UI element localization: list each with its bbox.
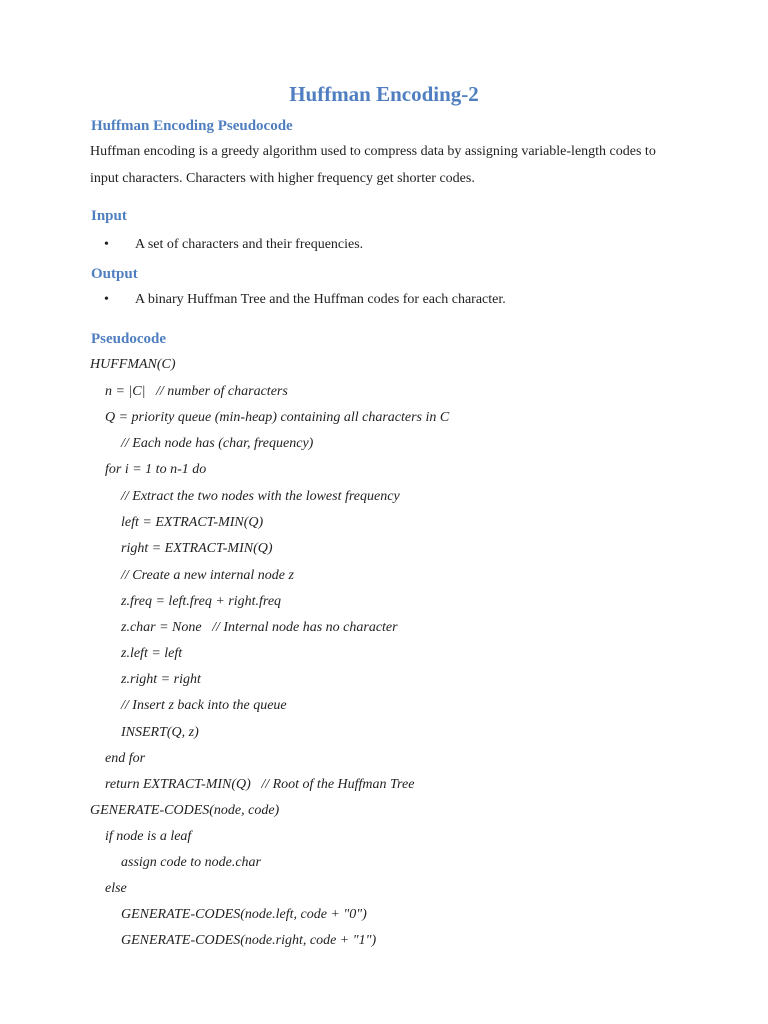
input-item: A set of characters and their frequencies. <box>135 237 364 252</box>
pseudocode-line: left = EXTRACT-MIN(Q) <box>121 515 264 530</box>
pseudocode-line: else <box>105 881 127 896</box>
pseudocode-line: // Create a new internal node z <box>121 568 294 583</box>
pseudocode-line: GENERATE-CODES(node.right, code + "1") <box>121 933 377 948</box>
pseudocode-line: GENERATE-CODES(node.left, code + "0") <box>121 907 367 922</box>
pseudocode-line: assign code to node.char <box>121 855 261 870</box>
section-heading: Huffman Encoding Pseudocode <box>91 118 293 134</box>
pseudocode-line: z.freq = left.freq + right.freq <box>121 594 282 609</box>
pseudocode-line: right = EXTRACT-MIN(Q) <box>121 541 273 556</box>
intro-line-2: input characters. Characters with higher frequency get shorter codes. <box>90 171 475 186</box>
pseudocode-heading: Pseudocode <box>91 331 166 347</box>
document-title: Huffman Encoding-2 <box>289 82 479 106</box>
bullet-marker: • <box>104 292 109 307</box>
pseudocode-line: if node is a leaf <box>105 829 192 844</box>
pseudocode-line: HUFFMAN(C) <box>90 357 176 372</box>
pseudocode-line: // Each node has (char, frequency) <box>121 436 314 451</box>
pseudocode-line: end for <box>105 751 146 766</box>
pseudocode-line: GENERATE-CODES(node, code) <box>90 803 280 818</box>
pseudocode-line: // Insert z back into the queue <box>121 698 287 713</box>
pseudocode-line: Q = priority queue (min-heap) containing all characters in C <box>105 410 450 425</box>
input-heading: Input <box>91 208 127 224</box>
pseudocode-line: z.left = left <box>121 646 183 661</box>
pseudocode-line: return EXTRACT-MIN(Q) // Root of the Huffman Tree <box>105 777 415 792</box>
output-item: A binary Huffman Tree and the Huffman codes for each character. <box>135 292 506 307</box>
pseudocode-line: z.char = None // Internal node has no character <box>121 620 398 635</box>
pseudocode-line: INSERT(Q, z) <box>121 725 199 740</box>
output-heading: Output <box>91 266 138 282</box>
bullet-marker: • <box>104 237 109 252</box>
pseudocode-line: n = |C| // number of characters <box>105 384 288 399</box>
pseudocode-line: for i = 1 to n-1 do <box>105 462 207 477</box>
pseudocode-line: z.right = right <box>121 672 201 687</box>
pseudocode-line: // Extract the two nodes with the lowest frequency <box>121 489 400 504</box>
intro-line-1: Huffman encoding is a greedy algorithm used to compress data by assigning variable-length codes to <box>90 144 656 159</box>
